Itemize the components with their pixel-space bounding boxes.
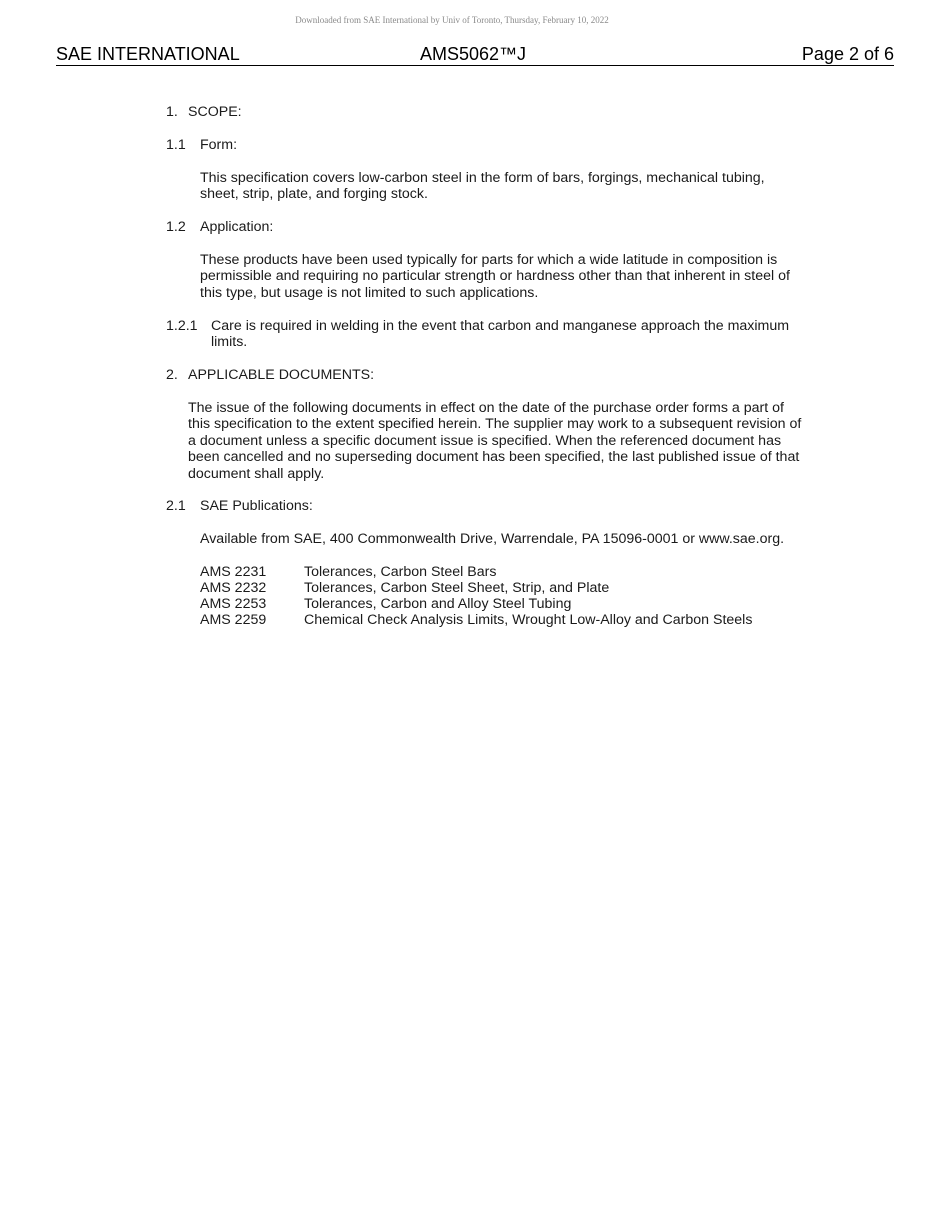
section-title: SAE Publications: <box>200 498 313 514</box>
reference-code: AMS 2232 <box>200 580 267 596</box>
header-org: SAE INTERNATIONAL <box>56 44 240 64</box>
section-2-1-body: Available from SAE, 400 Commonwealth Drive, Warrendale, PA 15096-0001 or www.sae.org. <box>200 531 785 547</box>
reference-title: Chemical Check Analysis Limits, Wrought Low-Alloy and Carbon Steels <box>304 612 753 628</box>
section-title: Form: <box>200 137 238 153</box>
reference-code: AMS 2231 <box>200 564 267 580</box>
section-title: Application: <box>200 219 274 235</box>
header-page-number: Page 2 of 6 <box>801 44 894 64</box>
section-number: 1.2 <box>166 219 186 235</box>
reference-title: Tolerances, Carbon Steel Sheet, Strip, and Plate <box>304 580 610 596</box>
section-1-1-body: This specification covers low-carbon steel in the form of bars, forgings, mechanical tubing, sheet, strip, plate, and forging stock. <box>200 170 765 203</box>
section-title: SCOPE: <box>188 104 242 120</box>
section-1-2-body: These products have been used typically for parts for which a wide latitude in composition is permissible and requiring no particular strength or hardness other than that inherent in steel of this type, but usage is not limited to such applications. <box>200 252 790 301</box>
section-number: 1. <box>166 104 178 120</box>
section-title: APPLICABLE DOCUMENTS: <box>188 367 375 383</box>
download-watermark: Downloaded from SAE International by Univ of Toronto, Thursday, February 10, 2022 <box>295 15 609 25</box>
section-number: 1.1 <box>166 137 186 153</box>
section-2-body: The issue of the following documents in effect on the date of the purchase order forms a part of this specification to the extent specified herein. The supplier may work to a subsequent revision of a document unless a specific document issue is specified. When the referenced document has been cancelled and no superseding document has been specified, the last published issue of that document shall apply. <box>188 400 802 482</box>
reference-code: AMS 2253 <box>200 596 267 612</box>
section-1-2-1-body: Care is required in welding in the event that carbon and manganese approach the maximum limits. <box>211 318 790 351</box>
section-number: 2. <box>166 367 178 383</box>
reference-title: Tolerances, Carbon Steel Bars <box>304 564 497 580</box>
section-1-2-1-number: 1.2.1 <box>166 318 198 334</box>
reference-code: AMS 2259 <box>200 612 267 628</box>
section-number: 2.1 <box>166 498 186 514</box>
header-doc-id: AMS5062™J <box>420 44 527 64</box>
reference-title: Tolerances, Carbon and Alloy Steel Tubing <box>304 596 572 612</box>
page-header <box>56 43 894 66</box>
